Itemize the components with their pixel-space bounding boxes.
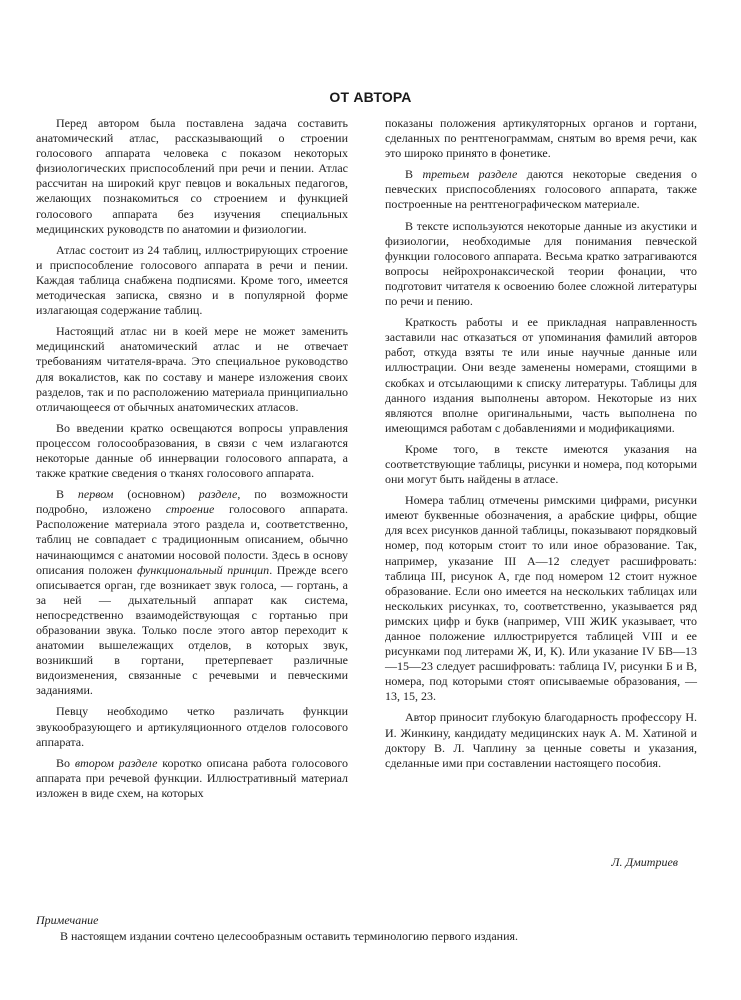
paragraph: Настоящий атлас ни в коей мере не может заменить медицинский анатомический атлас и не отвечает требованиям читателя-врача. Это специальное руководство для вокалистов, как по составу и манере изложения своих разделов, так и по расположению материала принципиально отличающееся от обычных анатомических атласов. bbox=[36, 324, 348, 414]
paragraph bbox=[36, 487, 348, 698]
page-title: ОТ АВТОРА bbox=[329, 89, 412, 105]
text-run: (основном) bbox=[113, 487, 199, 502]
paragraph: Автор приносит глубокую благодарность профессору Н. И. Жинкину, кандидату медицинских наук А. М. Хатиной и доктору В. Л. Чаплину за ценные советы и указания, сделанные ими при составлении настоящего пособия. bbox=[385, 710, 697, 770]
italic-term: функциональный принцип bbox=[136, 562, 270, 577]
note-heading: Примечание bbox=[36, 913, 99, 927]
paragraph: Атлас состоит из 24 таблиц, иллюстрирующих строение и приспособление голосового аппарата в речи и пении. Каждая таблица снабжена подписями. Кроме того, имеется методическая записка, связно и в популярной форме излагающая содержание таблиц. bbox=[36, 242, 348, 318]
right-column bbox=[385, 116, 697, 777]
paragraph: Краткость работы и ее прикладная направленность заставили нас отказаться от упоминания фамилий авторов работ, откуда взяты те или иные научные данные или иллюстрации. Они везде заменены номерами, стоящими в скобках и отсылающими к списку литературы. Таблицы для данного издания выполнены автором. Некоторые из них являются вполне оригинальными, часть выполнена по имеющимся работам с добавлениями и модификациями. bbox=[385, 315, 697, 435]
left-column bbox=[36, 116, 348, 807]
text-run: даются некоторые сведения о певческих приспособлениях голосового аппарата, также построенные на рентгенографическом материале. bbox=[385, 167, 697, 212]
paragraph: показаны положения артикуляторных органов и гортани, сделанных по рентгенограммам, снятым во время речи, как это широко принято в фонетике. bbox=[385, 116, 697, 161]
italic-term: разделе bbox=[198, 487, 238, 502]
text-run: В bbox=[405, 167, 423, 182]
author-signature: Л. Дмитриев bbox=[611, 855, 678, 869]
text-run: коротко описана работа голосового аппарата при речевой функции. Иллюстративный материал изложен в виде схем, на которых bbox=[36, 755, 349, 800]
paragraph: В тексте используются некоторые данные из акустики и физиологии, необходимые для понимания певческой функции голосового аппарата. Весьма кратко затрагиваются вопросы нейрохронаксической теории фонации, что подготовит читателя к освоению более сложной литературы по речи и пению. bbox=[385, 218, 697, 309]
italic-term: первом bbox=[77, 487, 114, 502]
note-text: В настоящем издании сочтено целесообразным оставить терминологию первого издания. bbox=[60, 929, 519, 943]
paragraph: Кроме того, в тексте имеются указания на соответствующие таблицы, рисунки и номера, под которыми они могут быть найдены в атласе. bbox=[385, 441, 697, 487]
text-run: В bbox=[56, 487, 78, 502]
paragraph: Певцу необходимо четко различать функции звукообразующего и артикуляционного отделов голосового аппарата. bbox=[36, 704, 348, 749]
italic-term: третьем разделе bbox=[422, 167, 518, 182]
text-run: , по возможности подробно, изложено bbox=[36, 487, 348, 517]
paragraph: Номера таблиц отмечены римскими цифрами, рисунки имеют буквенные обозначения, а арабские цифры, общие для всех рисунков данной таблицы, показывают порядковый номер, под которым стоит то или иное образование. Так, например, указание III А—12 следует расшифровать: таблица III, рисунок А, где под номером 12 стоит нужное образование. Если оно имеется на нескольких таблицах или нескольких рисунках, то, соответственно, указывается ряд римских цифр и букв (например, VIII ЖИК указывает, что данное положение иллюстрируется таблицей VIII и ее рисунками под литерами Ж, И, К). Или указание IV БВ—13—15—23 следует расшифровать: таблица IV, рисунки Б и В, номера, под которыми стоят описываемые образования, — 13, 15, 23. bbox=[385, 493, 697, 704]
paragraph bbox=[385, 167, 697, 212]
paragraph: Во введении кратко освещаются вопросы управления процессом голосообразования, в связи с чем излагаются некоторые данные об иннервации голосового аппарата, а также краткие сведения о тканях голосового аппарата. bbox=[36, 420, 348, 481]
paragraph: Перед автором была поставлена задача составить анатомический атлас, рассказывающий о строении голосового аппарата человека с показом некоторых физиологических приспособлений при речи и пении. Атлас рассчитан на широкий круг певцов и вокальных педагогов, желающих познакомиться со строением и функцией голосового аппарата без изучения специальных медицинских руководств по анатомии и физиологии. bbox=[36, 116, 348, 236]
text-run: . Прежде всего описывается орган, где возникает звук голоса, — гортань, а за ней — дыхательный аппарат как система, непосредственно взаимодействующая с гортанью при образовании звука. Только после этого автор переходит к анатомии вышележащих отделов, в которых звук, возникший в гортани, претерпевает различные видоизменения, связанные с речевыми и певческими заданиями. bbox=[36, 562, 349, 698]
italic-term: строение bbox=[165, 502, 215, 517]
paragraph bbox=[36, 756, 348, 801]
text-run: Во bbox=[56, 755, 75, 770]
italic-term: втором разделе bbox=[74, 755, 158, 770]
text-run: голосового аппарата. Расположение материала этого раздела и, соответственно, таблиц не совпадает с традиционным описанием, обычно начинающимся с анатомии носовой полости. Здесь в основу описания положен bbox=[36, 502, 348, 577]
